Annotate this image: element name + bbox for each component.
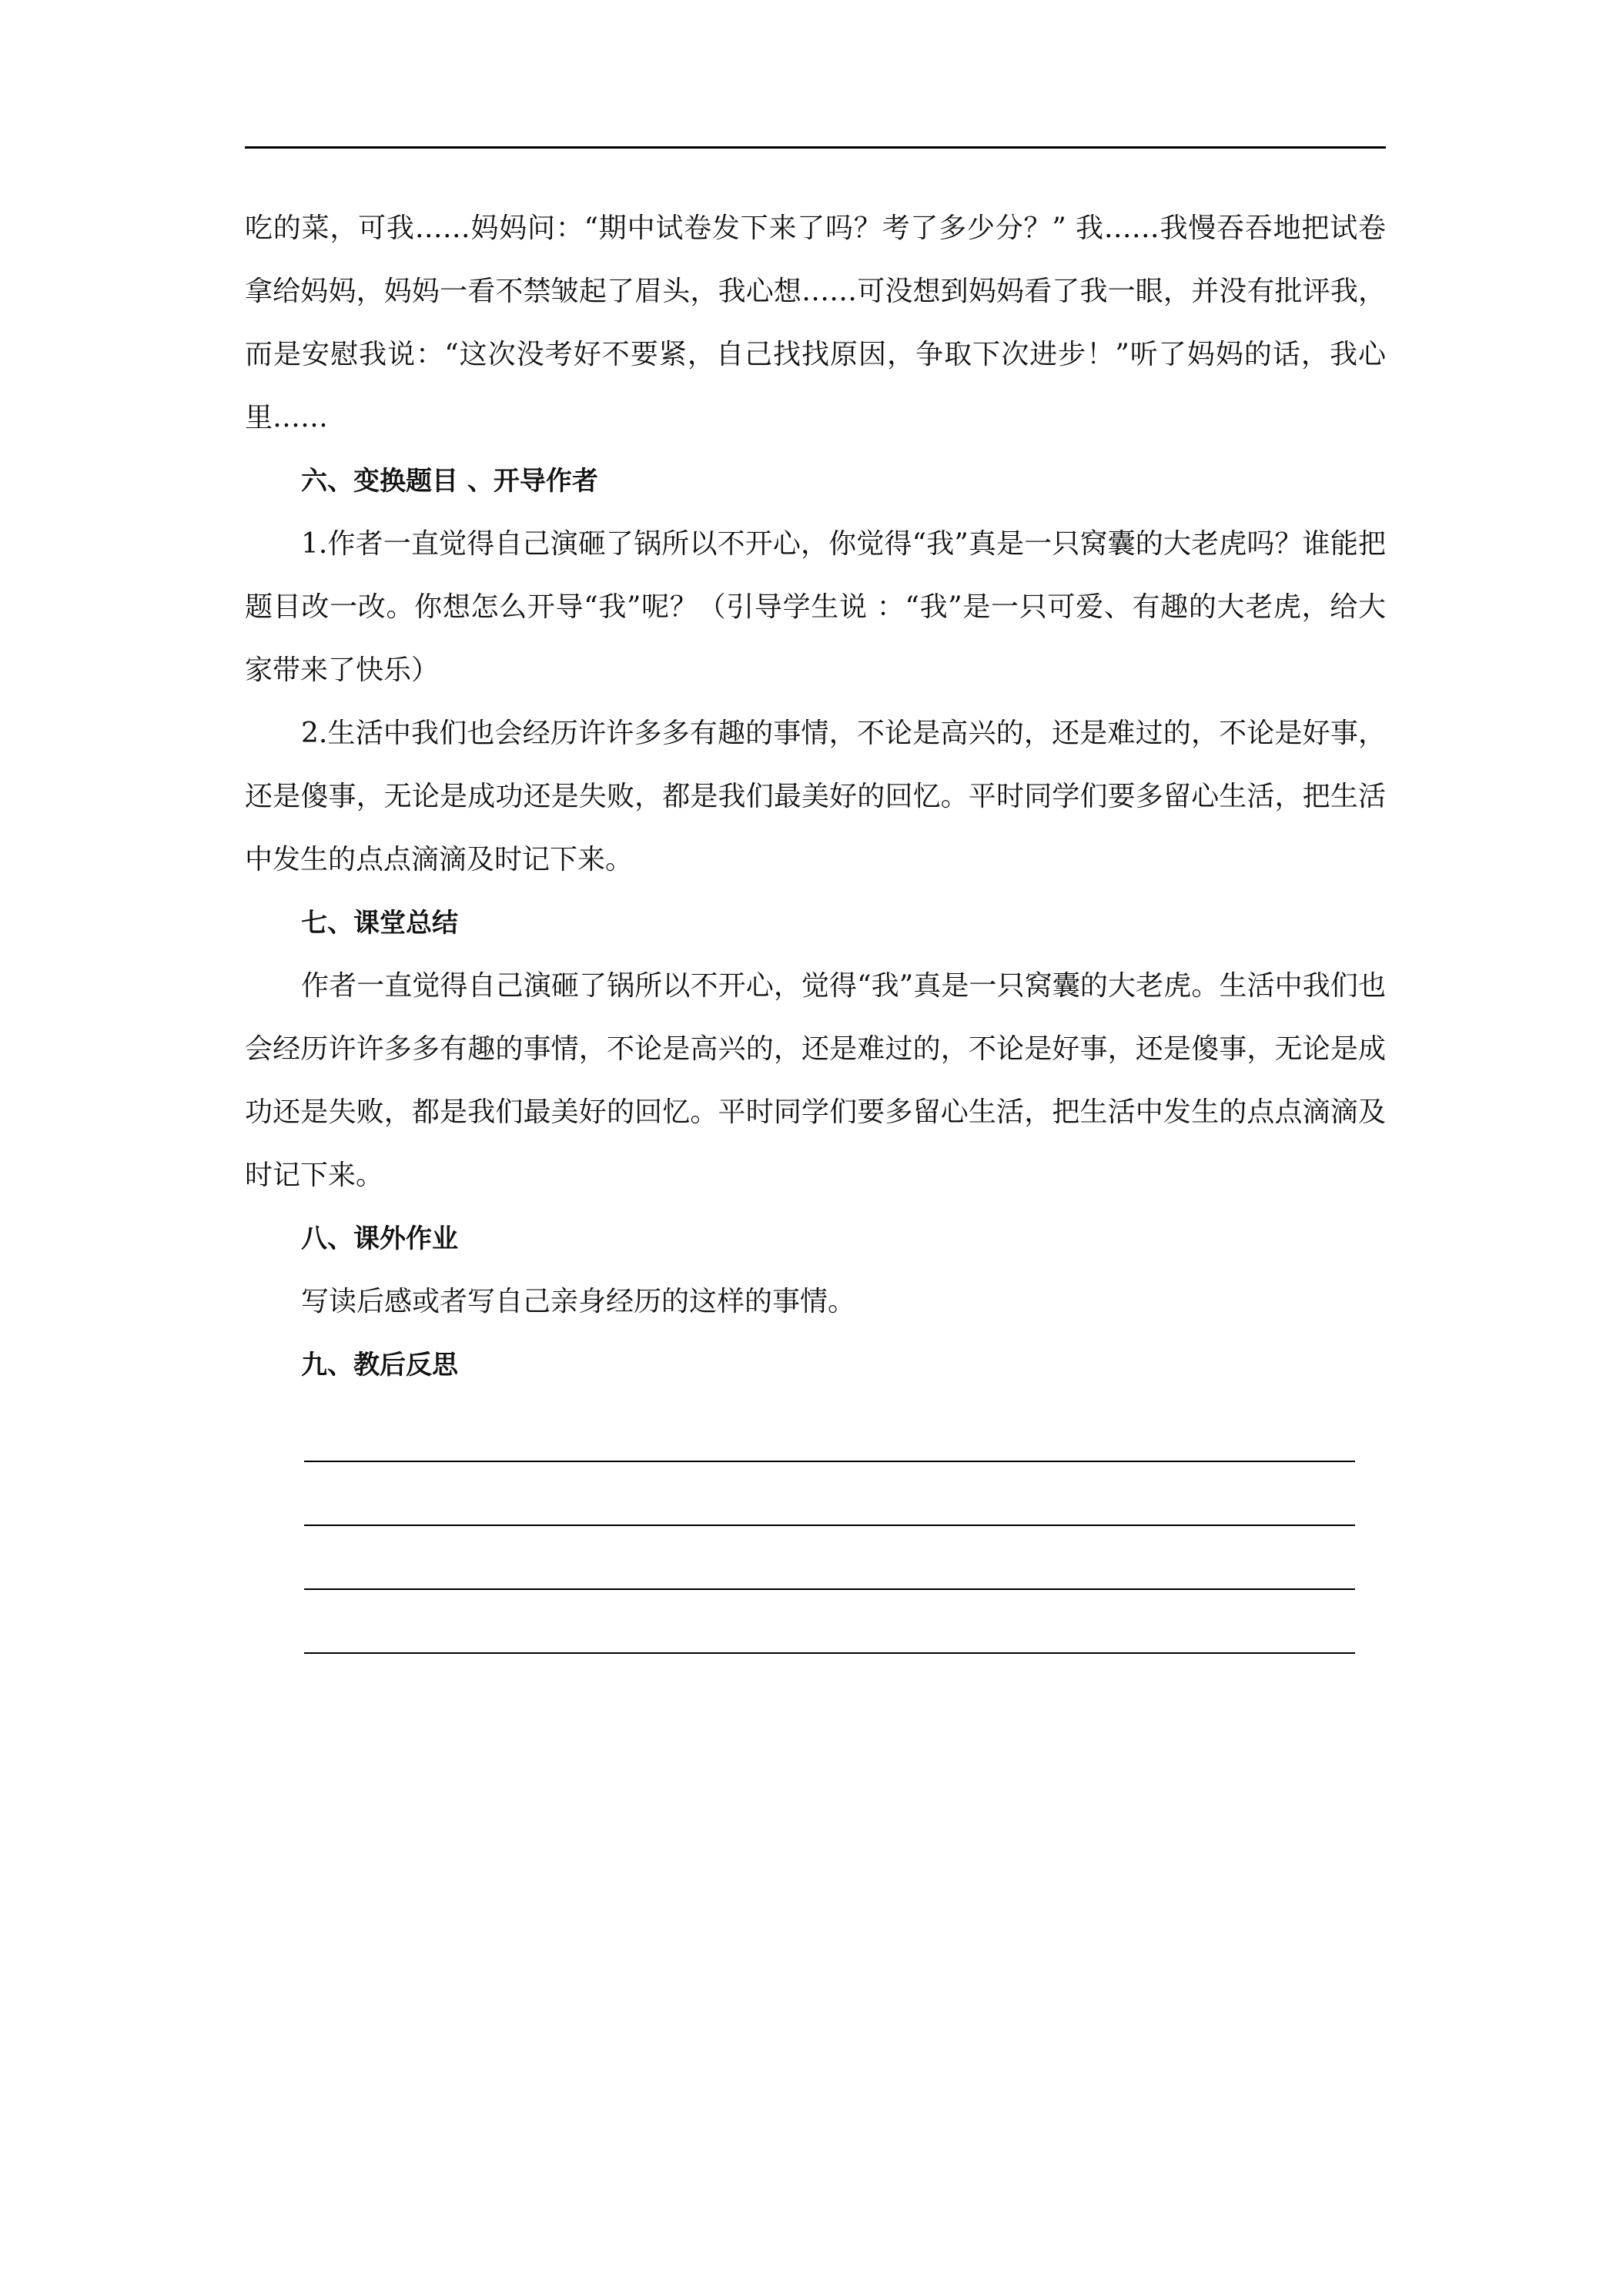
writing-line xyxy=(304,1525,1355,1526)
section-6-heading: 六、变换题目 、开导作者 xyxy=(301,466,598,497)
section-7-paragraph: 作者一直觉得自己演砸了锅所以不开心，觉得“我”真是一只窝囊的大老虎。生活中我们也会经历许许多多有趣的事情，不论是高兴的，还是难过的，不论是好事，还是傻事，无论是成功还是失败，都是我们最美好的回忆。平时同学们要多留心生活，把生活中发生的点点滴滴及时记下来。 xyxy=(245,970,1386,1191)
section-6-paragraph-2: 2.生活中我们也会经历许许多多有趣的事情，不论是高兴的，还是难过的，不论是好事，还是傻事，无论是成功还是失败，都是我们最美好的回忆。平时同学们要多留心生活，把生活中发生的点点滴滴及时记下来。 xyxy=(245,718,1386,875)
document-body xyxy=(245,197,1386,1397)
section-6-paragraph-1: 1.作者一直觉得自己演砸了锅所以不开心，你觉得“我”真是一只窝囊的大老虎吗？谁能把题目改一改。你想怎么开导“我”呢？（引导学生说 ：“我”是一只可爱、有趣的大老虎，给大家带来了快乐） xyxy=(245,528,1386,686)
continuation-paragraph: 吃的菜，可我……妈妈问：“期中试卷发下来了吗？考了多少分？” 我……我慢吞吞地把试卷拿给妈妈，妈妈一看不禁皱起了眉头，我心想……可没想到妈妈看了我一眼，并没有批评我，而是安慰我说：“这次没考好不要紧，自己找找原因，争取下次进步！”听了妈妈的话，我心里…… xyxy=(245,213,1386,433)
reflection-writing-lines xyxy=(304,1461,1355,1716)
writing-line xyxy=(304,1588,1355,1590)
section-7-heading: 七、课堂总结 xyxy=(301,908,458,939)
section-8-heading: 八、课外作业 xyxy=(301,1223,458,1254)
writing-line xyxy=(304,1652,1355,1654)
section-9-heading: 九、教后反思 xyxy=(301,1350,458,1381)
writing-line xyxy=(304,1461,1355,1462)
header-rule xyxy=(245,146,1386,149)
section-8-paragraph: 写读后感或者写自己亲身经历的这样的事情。 xyxy=(301,1286,856,1317)
